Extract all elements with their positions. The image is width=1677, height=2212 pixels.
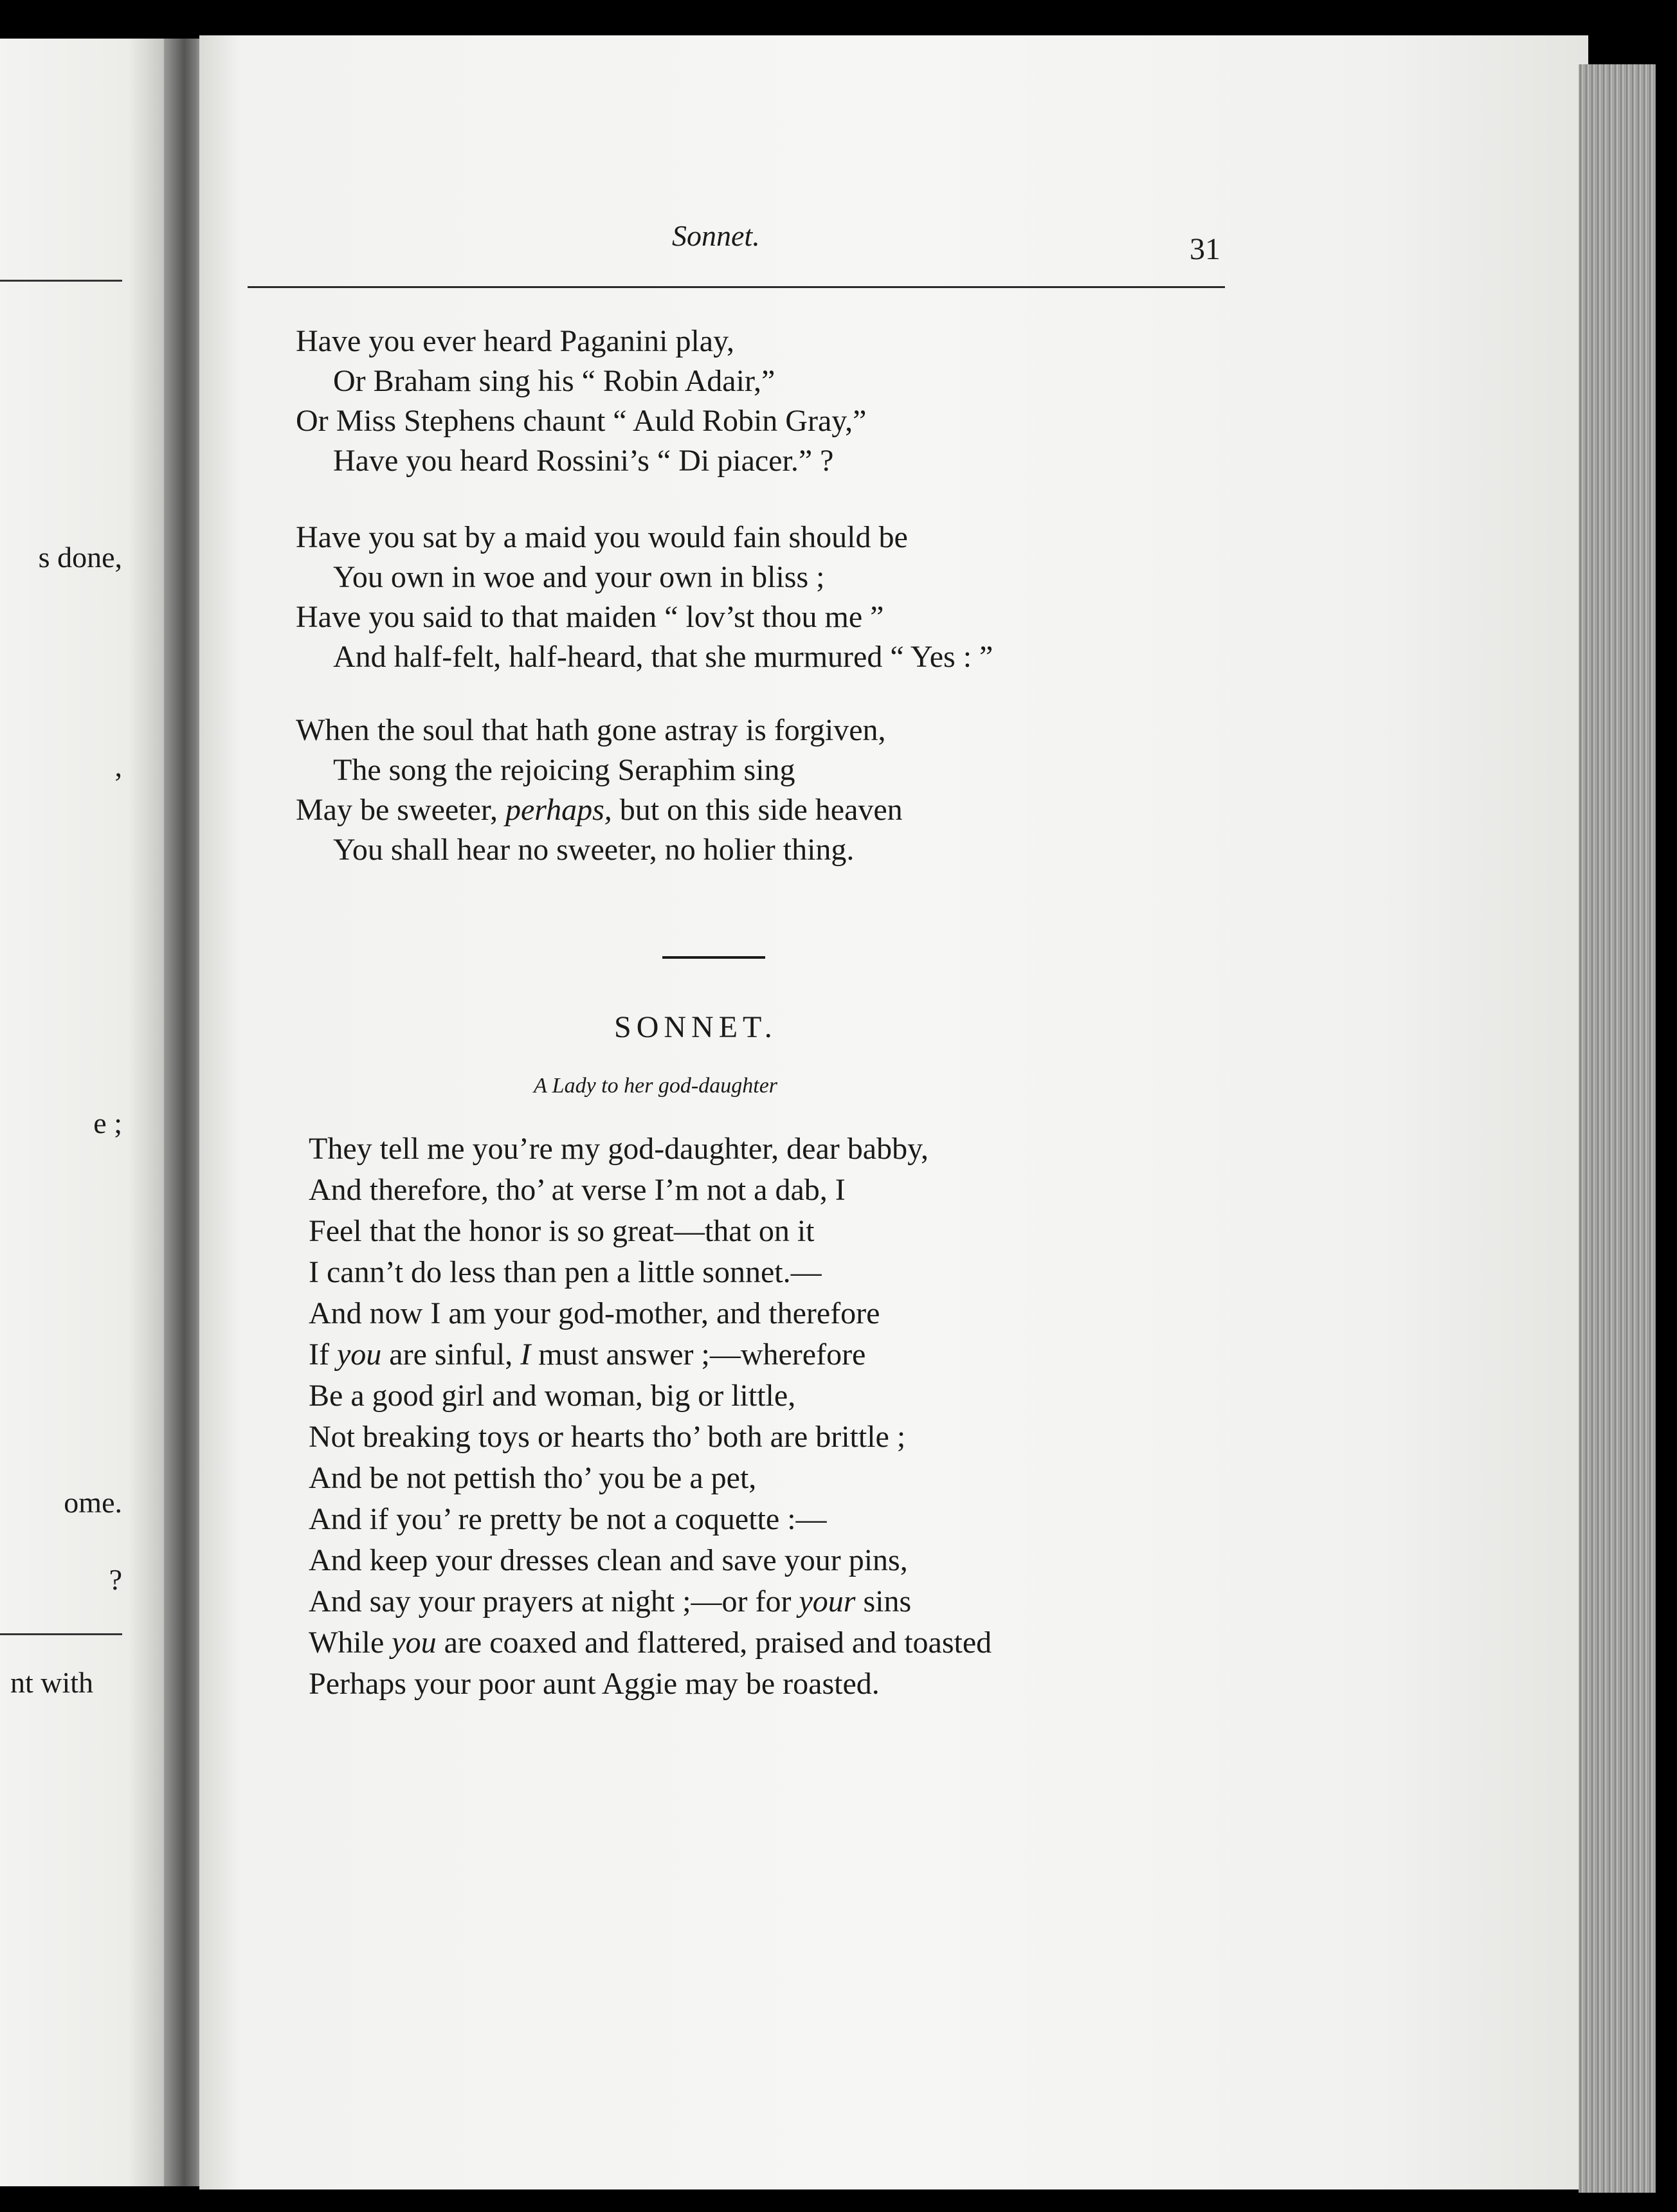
sonnet-segment: If — [309, 1337, 337, 1372]
sonnet-line: Not breaking toys or hearts tho’ both are brittle ; — [309, 1420, 906, 1454]
sonnet-line: Feel that the honor is so great—that on it — [309, 1214, 815, 1248]
sonnet-segment: must answer ;—wherefore — [530, 1337, 866, 1372]
sonnet-segment: are sinful, — [381, 1337, 521, 1372]
sonnet-italic: you — [336, 1337, 382, 1372]
verse-line: Have you heard Rossini’s “ Di piacer.” ? — [333, 444, 834, 478]
sonnet-line — [309, 1622, 992, 1664]
verse-line: Or Braham sing his “ Robin Adair,” — [333, 364, 775, 398]
verse-line — [296, 790, 903, 830]
sonnet-line: And therefore, tho’ at verse I’m not a dab, I — [309, 1173, 846, 1207]
stanza — [296, 518, 993, 677]
sonnet-line: I cann’t do less than pen a little sonnet.— — [309, 1255, 822, 1289]
page-number: 31 — [1190, 232, 1220, 266]
left-page-fragment: ? — [109, 1563, 122, 1596]
left-page-fragment: nt with — [10, 1666, 93, 1699]
verse-line: When the soul that hath gone astray is forgiven, — [296, 713, 886, 747]
previous-page-strip — [0, 39, 183, 2186]
section-divider — [662, 956, 765, 959]
running-head: Sonnet. — [672, 219, 760, 252]
verse-line: The song the rejoicing Seraphim sing — [333, 753, 795, 787]
sonnet-italic: your — [799, 1584, 856, 1618]
verse-line: Have you sat by a maid you would fain should be — [296, 520, 908, 554]
sonnet-line: And now I am your god-mother, and therefore — [309, 1296, 880, 1330]
sonnet-line — [309, 1581, 992, 1622]
verse-line: Have you said to that maiden “ lov’st thou me ” — [296, 600, 884, 634]
sonnet-line — [309, 1334, 992, 1375]
stanza — [296, 322, 866, 481]
left-page-rule — [0, 1633, 122, 1635]
header-rule — [248, 286, 1225, 288]
sonnet-line: Be a good girl and woman, big or little, — [309, 1379, 796, 1413]
left-page-rule — [0, 280, 122, 282]
left-page-fragment: s done, — [38, 541, 122, 574]
left-page-fragment: ome. — [64, 1486, 122, 1519]
page-edges — [1579, 64, 1656, 2193]
sonnet-subtitle: A Lady to her god-daughter — [534, 1074, 778, 1098]
sonnet-line: And keep your dresses clean and save your pins, — [309, 1543, 908, 1577]
verse-segment: May be sweeter, — [296, 793, 505, 827]
sonnet-body — [309, 1129, 992, 1705]
sonnet-segment: sins — [855, 1584, 912, 1618]
verse-line: Have you ever heard Paganini play, — [296, 324, 734, 358]
left-page-fragment: , — [114, 750, 122, 783]
sonnet-italic: you — [392, 1626, 437, 1660]
verse-line: And half-felt, half-heard, that she murmured “ Yes : ” — [333, 640, 993, 674]
sonnet-segment: And say your prayers at night ;—or for — [309, 1584, 799, 1618]
stanza — [296, 711, 903, 870]
verse-line: You own in woe and your own in bliss ; — [333, 560, 825, 594]
verse-line: You shall hear no sweeter, no holier thing. — [333, 833, 855, 867]
verse-segment: but on this side heaven — [612, 793, 903, 827]
sonnet-line: And if you’ re pretty be not a coquette :— — [309, 1502, 827, 1536]
sonnet-line: They tell me you’re my god-daughter, dear babby, — [309, 1132, 929, 1166]
sonnet-italic: I — [520, 1337, 531, 1372]
verse-italic: perhaps, — [505, 793, 612, 827]
verse-line: Or Miss Stephens chaunt “ Auld Robin Gray,” — [296, 404, 867, 438]
sonnet-title: SONNET. — [614, 1010, 777, 1044]
left-page-fragment: e ; — [93, 1107, 122, 1139]
sonnet-line: Perhaps your poor aunt Aggie may be roasted. — [309, 1667, 880, 1701]
sonnet-line: And be not pettish tho’ you be a pet, — [309, 1461, 757, 1495]
sonnet-segment: are coaxed and flattered, praised and toasted — [436, 1626, 992, 1660]
sonnet-segment: While — [309, 1626, 392, 1660]
